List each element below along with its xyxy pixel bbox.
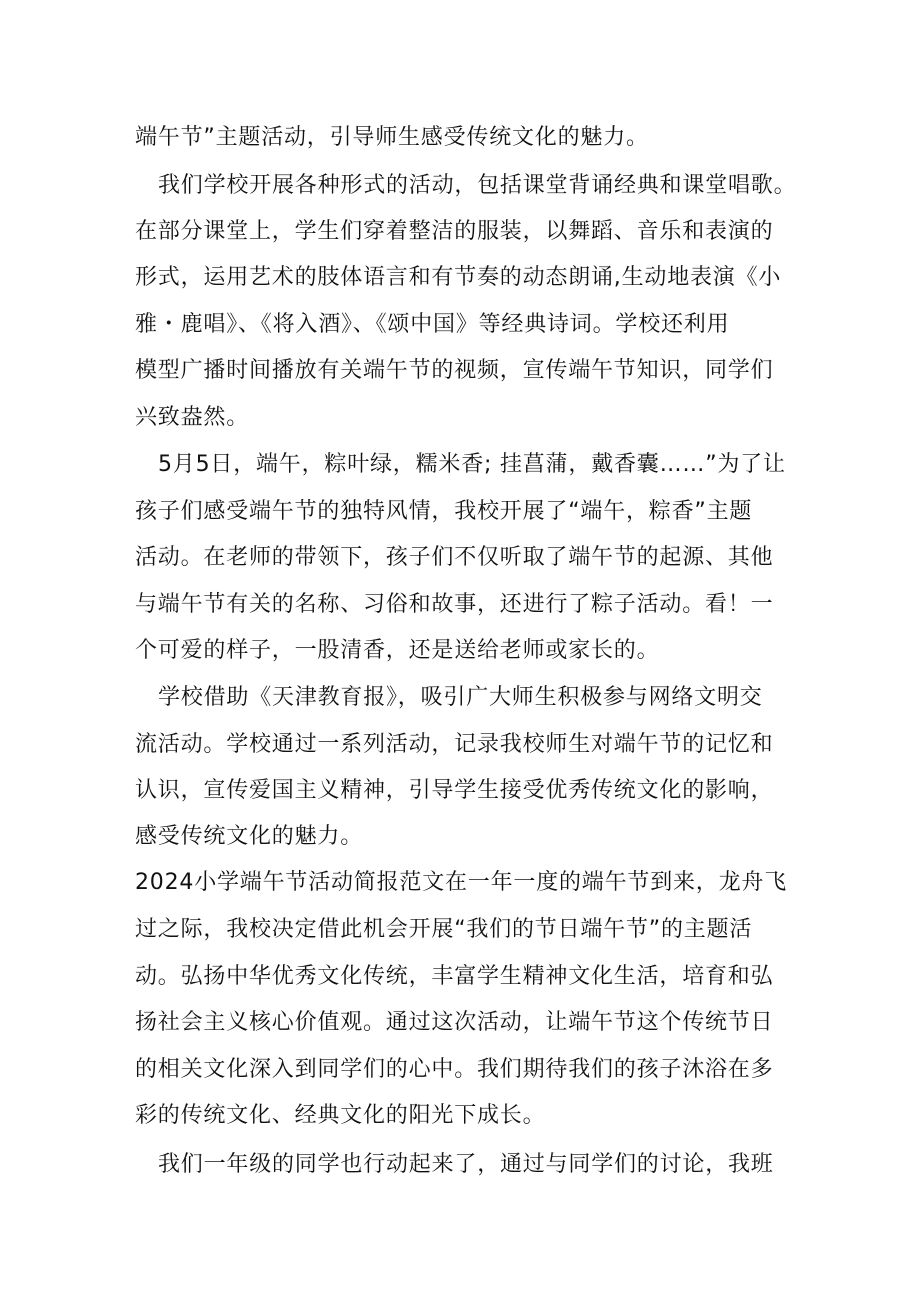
text-line: 动。弘扬中华优秀文化传统，丰富学生精神文化生活，培育和弘 xyxy=(135,964,774,989)
text-line: 在部分课堂上，学生们穿着整洁的服装，以舞蹈、音乐和表演的 xyxy=(135,219,774,244)
text-line: 端午节”主题活动，引导师生感受传统文化的魅力。 xyxy=(135,125,649,150)
text-line: 活动。在老师的带领下，孩子们不仅听取了端午节的起源、其他 xyxy=(135,545,774,570)
text-line: 彩的传统文化、经典文化的阳光下成长。 xyxy=(135,1103,546,1128)
text-line: 我们学校开展各种形式的活动，包括课堂背诵经典和课堂唱歌。 xyxy=(158,173,797,198)
text-line: 个可爱的样子，一股清香，还是送给老师或家长的。 xyxy=(135,638,660,663)
text-line: 雅・鹿唱》、《将入酒》、《颂中国》等经典诗词。学校还利用 xyxy=(135,312,730,337)
text-line: 过之际，我校决定借此机会开展“我们的节日端午节”的主题活 xyxy=(135,917,753,942)
text-line: 与端午节有关的名称、习俗和故事，还进行了粽子活动。看！一 xyxy=(135,592,774,617)
text-line: 形式，运用艺术的肢体语言和有节奏的动态朗诵,生动地表演《小 xyxy=(135,265,782,290)
text-line: 模型广播时间播放有关端午节的视频，宣传端午节知识，同学们 xyxy=(135,358,774,383)
text-line: 2024小学端午节活动简报范文在一年一度的端午节到来，龙舟飞 xyxy=(135,870,787,895)
text-line: 5月5日，端午，粽叶绿，糯米香; 挂菖蒲，戴香囊……”为了让 xyxy=(158,452,786,477)
text-line: 学校借助《天津教育报》，吸引广大师生积极参与网络文明交 xyxy=(158,685,763,710)
text-line: 感受传统文化的魅力。 xyxy=(135,824,364,849)
text-line: 扬社会主义核心价值观。通过这次活动，让端午节这个传统节日 xyxy=(135,1010,774,1035)
text-line: 的相关文化深入到同学们的心中。我们期待我们的孩子沐浴在多 xyxy=(135,1057,774,1082)
text-line: 我们一年级的同学也行动起来了，通过与同学们的讨论，我班 xyxy=(158,1152,774,1177)
text-line: 认识，宣传爱国主义精神，引导学生接受优秀传统文化的影响， xyxy=(135,778,774,803)
text-line: 孩子们感受端午节的独特风情，我校开展了“端午，粽香”主题 xyxy=(135,499,753,524)
text-line: 流活动。学校通过一系列活动，记录我校师生对端午节的记忆和 xyxy=(135,732,774,757)
text-line: 兴致盎然。 xyxy=(135,405,250,430)
